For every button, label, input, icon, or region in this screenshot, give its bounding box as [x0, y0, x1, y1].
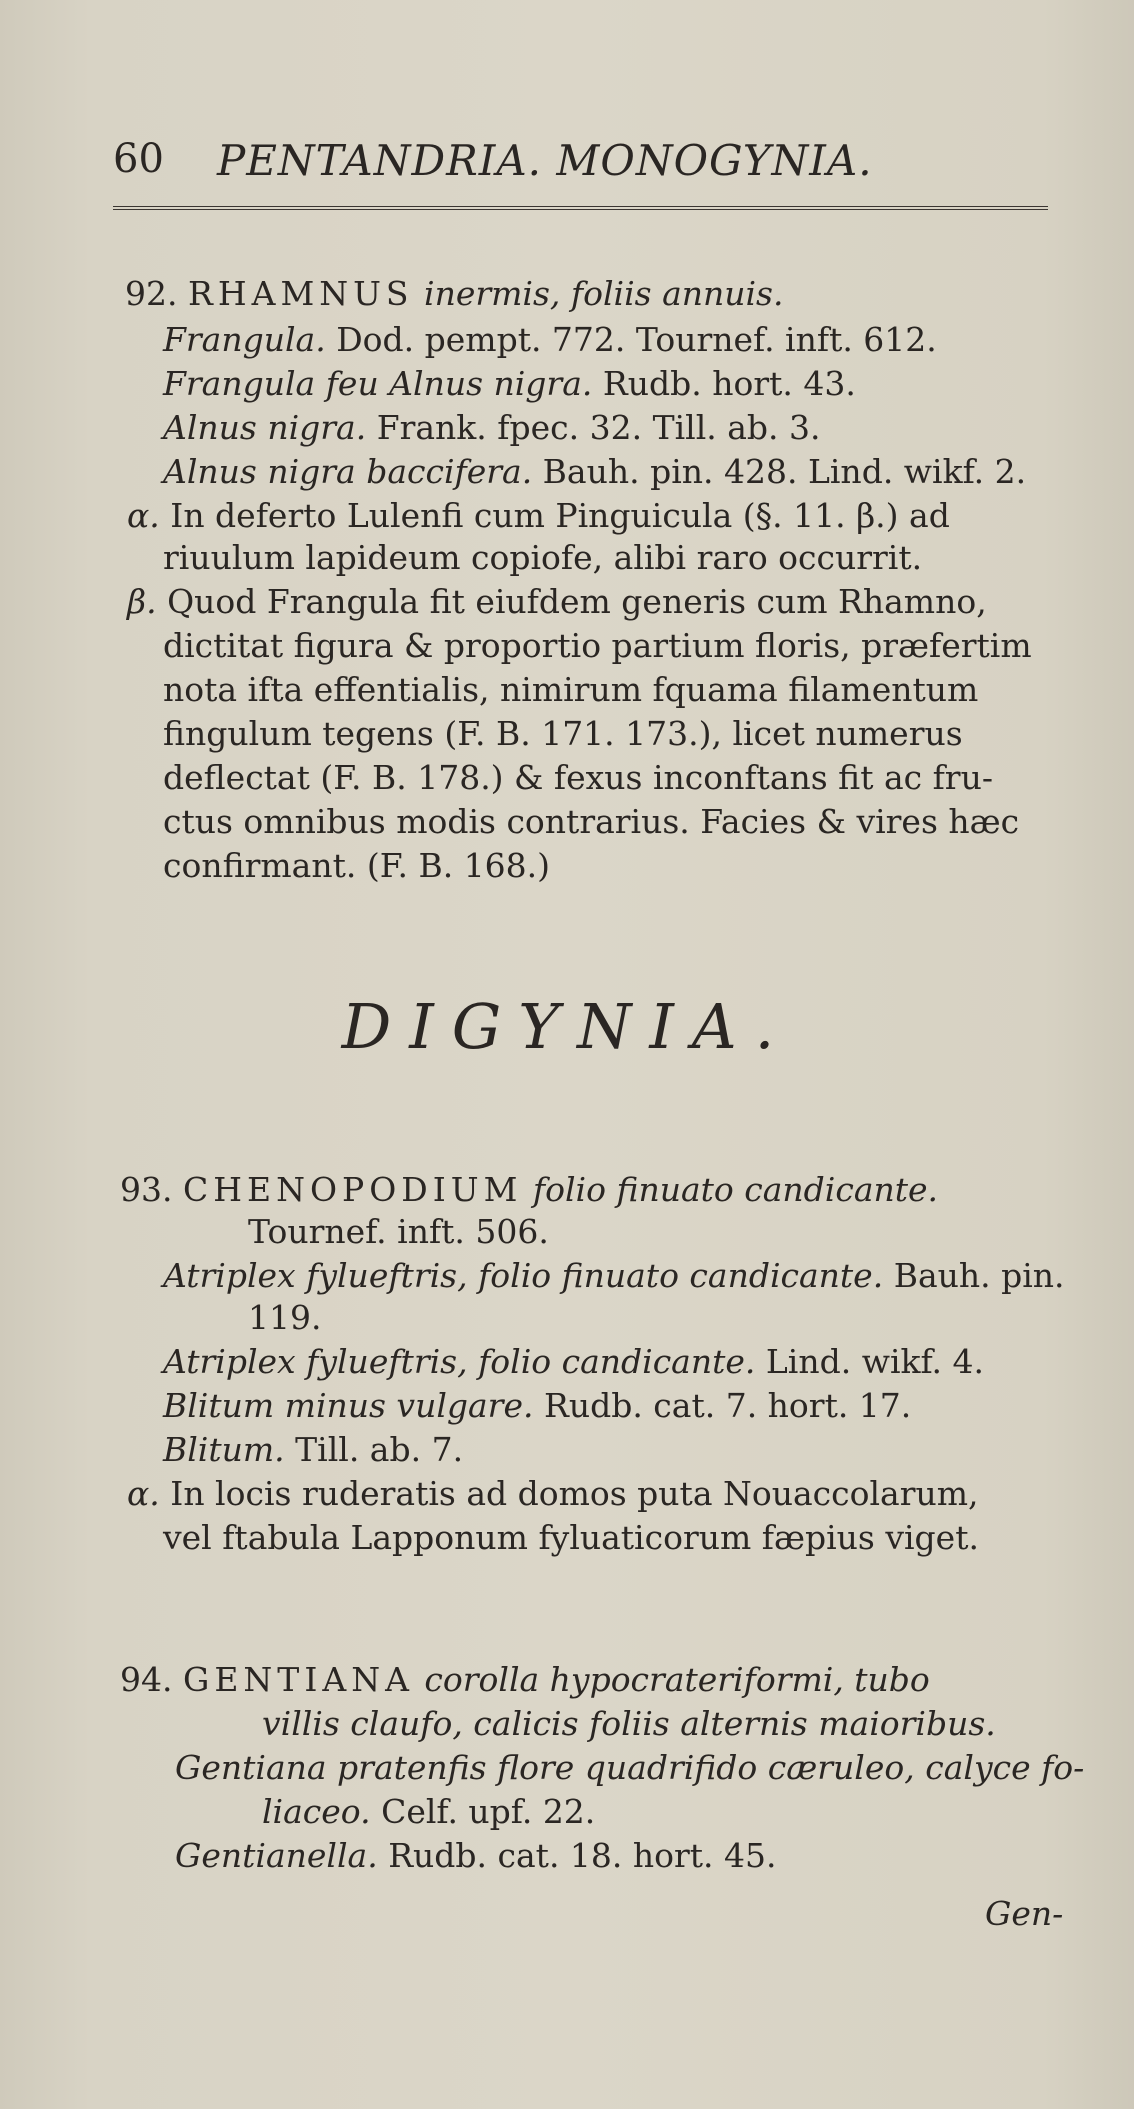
note-line: confirmant. (F. B. 168.) — [163, 846, 551, 885]
diagnosis: inermis, foliis annuis. — [424, 274, 784, 313]
entry-number: 92. — [125, 274, 178, 313]
genus-name: CHENOPODIUM — [182, 1170, 523, 1209]
reference-line: Alnus nigra baccifera. Bauh. pin. 428. Lind. wikf. 2. — [163, 452, 1027, 491]
section-title: DIGYNIA. — [341, 990, 793, 1063]
reference-line: Atriplex fylueftris, folio finuato candicante. Bauh. pin. — [163, 1256, 1065, 1295]
page-number: 60 — [113, 136, 164, 182]
reference-line: Blitum. Till. ab. 7. — [163, 1430, 464, 1469]
diagnosis: folio finuato candicante. — [532, 1170, 939, 1209]
note-line: fingulum tegens (F. B. 171. 173.), licet numerus — [163, 714, 963, 753]
header-rule — [113, 206, 1048, 210]
diagnosis-continued: villis claufo, calicis foliis alternis maioribus. — [262, 1704, 996, 1743]
note-alpha: α. In locis ruderatis ad domos puta Nouaccolarum, — [127, 1474, 979, 1513]
catchword: Gen- — [985, 1894, 1064, 1933]
reference-line: Tournef. inft. 506. — [248, 1212, 549, 1251]
reference-line: 119. — [248, 1298, 322, 1337]
reference-line: Frangula feu Alnus nigra. Rudb. hort. 43. — [163, 364, 856, 403]
entry-number: 94. — [120, 1660, 173, 1699]
reference-line: liaceo. Celf. upf. 22. — [262, 1792, 596, 1831]
genus-name: GENTIANA — [182, 1660, 414, 1699]
running-header — [113, 130, 1053, 190]
note-line: riuulum lapideum copiofe, alibi raro occurrit. — [163, 538, 923, 577]
note-beta: β. Quod Frangula fit eiufdem generis cum Rhamno, — [127, 582, 987, 621]
running-title: PENTANDRIA. MONOGYNIA. — [217, 136, 873, 185]
note-line: ctus omnibus modis contrarius. Facies & vires hæc — [163, 802, 1020, 841]
genus-name: RHAMNUS — [187, 274, 414, 313]
reference-line: Atriplex fylueftris, folio candicante. Lind. wikf. 4. — [163, 1342, 985, 1381]
reference-line: Gentianella. Rudb. cat. 18. hort. 45. — [175, 1836, 777, 1875]
entry-92-heading — [125, 274, 784, 314]
entry-number: 93. — [120, 1170, 173, 1209]
entry-93-heading — [120, 1170, 938, 1210]
note-line: dictitat figura & proportio partium floris, præfertim — [163, 626, 1032, 665]
note-line: deflectat (F. B. 178.) & fexus inconftans fit ac fru- — [163, 758, 993, 797]
reference-line: Blitum minus vulgare. Rudb. cat. 7. hort. 17. — [163, 1386, 912, 1425]
diagnosis: corolla hypocrateriformi, tubo — [424, 1660, 930, 1699]
note-line: vel ftabula Lapponum fyluaticorum fæpius viget. — [163, 1518, 979, 1557]
note-line: nota ifta effentialis, nimirum fquama filamentum — [163, 670, 979, 709]
reference-line: Frangula. Dod. pempt. 772. Tournef. inft. 612. — [163, 320, 937, 359]
reference-line: Alnus nigra. Frank. fpec. 32. Till. ab. 3. — [163, 408, 821, 447]
entry-94-heading — [120, 1660, 930, 1700]
note-alpha: α. In deferto Lulenfi cum Pinguicula (§. 11. β.) ad — [127, 496, 950, 535]
reference-line: Gentiana pratenfis flore quadrifido cæruleo, calyce fo- — [175, 1748, 1085, 1787]
